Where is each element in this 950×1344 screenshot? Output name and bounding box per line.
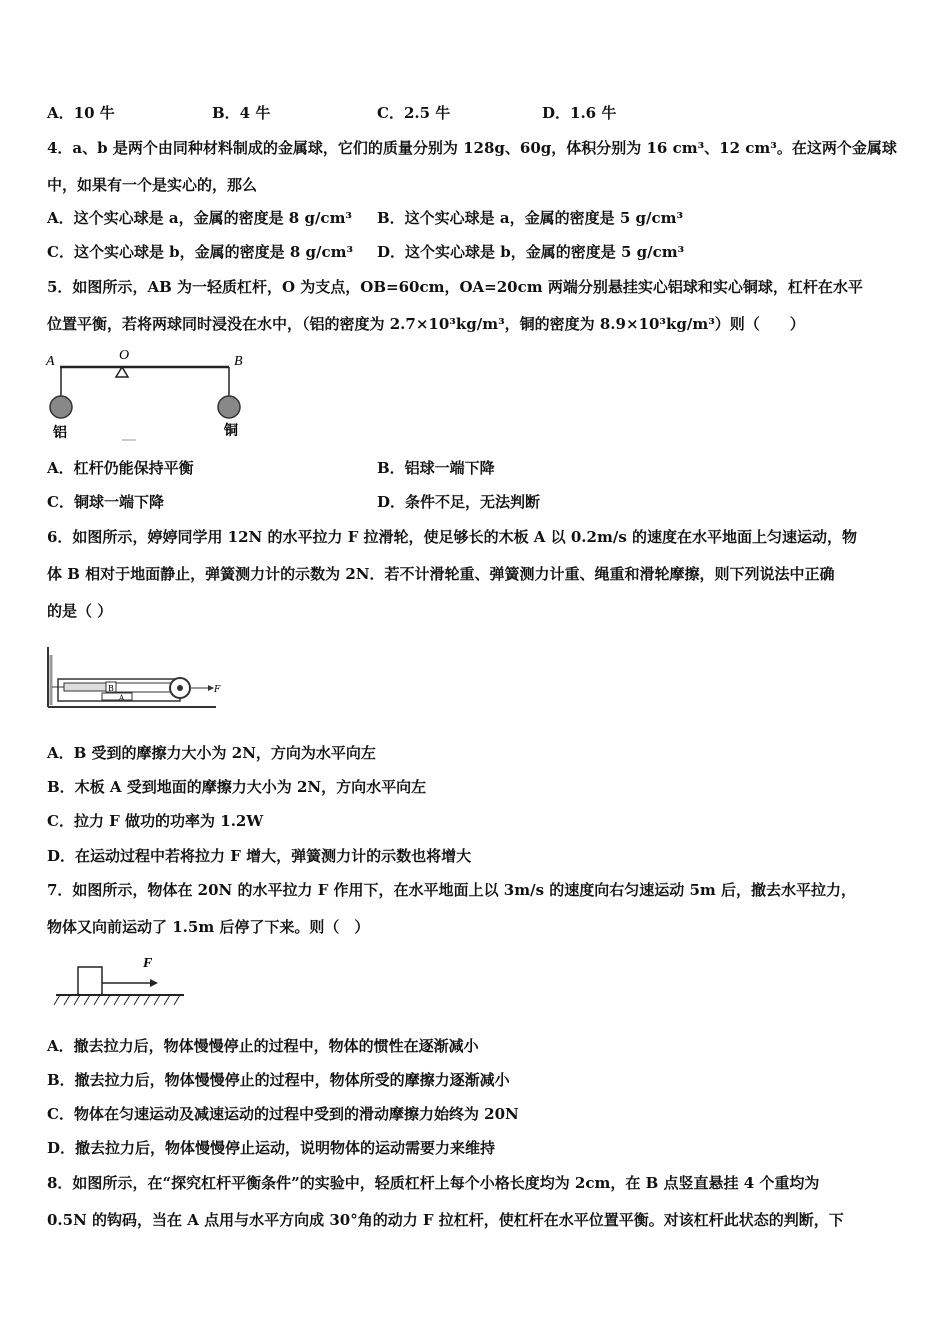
q5-stem-line-1: 5．如图所示，AB 为一轻质杠杆，O 为支点，OB=60cm，OA=20cm 两端分别悬挂实心铝球和实心铜球，杠杆在水平 <box>47 278 863 296</box>
block-b-label: B <box>108 684 114 693</box>
fulcrum-icon <box>116 367 128 377</box>
fulcrum-label-o: O <box>119 348 130 363</box>
lever-label-b: B <box>234 354 243 369</box>
q6-option-c: C．拉力 F 做功的功率为 1.2W <box>47 812 264 830</box>
q7-stem-line-2: 物体又向前运动了 1.5m 后停了下来。则（ ） <box>47 918 370 936</box>
q5-stem-line-2: 位置平衡，若将两球同时浸没在水中，（铝的密度为 2.7×10³kg/m³，铜的密度为 8.9×10³kg/m³）则（ ） <box>47 315 805 333</box>
q5-option-d: D．条件不足，无法判断 <box>377 493 541 511</box>
q5-option-b: B．铝球一端下降 <box>377 459 495 477</box>
block <box>78 967 102 995</box>
q3-option-c: C．2.5 牛 <box>377 104 451 122</box>
q6-option-d: D．在运动过程中若将拉力 F 增大，弹簧测力计的示数也将增大 <box>47 847 472 865</box>
copper-ball <box>218 396 240 418</box>
q8-stem-line-2: 0.5N 的钩码，当在 A 点用与水平方向成 30°角的动力 F 拉杠杆，使杠杆在水平位置平衡。对该杠杆此状态的判断，下 <box>47 1211 844 1229</box>
lever-figure <box>44 345 254 445</box>
q7-option-c: C．物体在匀速运动及减速运动的过程中受到的滑动摩擦力始终为 20N <box>47 1105 519 1123</box>
q6-stem-line-2: 体 B 相对于地面静止，弹簧测力计的示数为 2N．若不计滑轮重、弹簧测力计重、绳重和滑轮摩擦，则下列说法中正确 <box>47 565 835 583</box>
copper-ball-label: 铜 <box>224 423 238 439</box>
q7-option-b: B．撤去拉力后，物体慢慢停止的过程中，物体所受的摩擦力逐渐减小 <box>47 1071 510 1089</box>
q5-option-a: A．杠杆仍能保持平衡 <box>47 459 194 477</box>
q3-option-b: B．4 牛 <box>212 104 271 122</box>
force-arrow-icon <box>150 979 158 987</box>
q4-option-c: C．这个实心球是 b，金属的密度是 8 g/cm³ <box>47 243 354 261</box>
q4-stem-line-1: 4．a、b 是两个由同种材料制成的金属球，它们的质量分别为 128g、60g，体积分别为 16 cm³、12 cm³。在这两个金属球 <box>47 139 897 157</box>
aluminum-ball <box>50 396 72 418</box>
q3-option-d: D．1.6 牛 <box>542 104 617 122</box>
pulley-figure <box>44 645 224 717</box>
q7-stem-line-1: 7．如图所示，物体在 20N 的水平拉力 F 作用下，在水平地面上以 3m/s 的速度向右匀速运动 5m 后，撤去水平拉力， <box>47 881 856 899</box>
q6-stem-line-3: 的是（ ） <box>47 602 113 620</box>
lever-label-a: A <box>46 354 55 369</box>
q7-option-a: A．撤去拉力后，物体慢慢停止的过程中，物体的惯性在逐渐减小 <box>47 1037 479 1055</box>
q4-option-b: B．这个实心球是 a，金属的密度是 5 g/cm³ <box>377 209 684 227</box>
board-a-label: A <box>119 694 125 702</box>
force-label-f: F <box>214 685 221 695</box>
q6-option-b: B．木板 A 受到地面的摩擦力大小为 2N，方向水平向左 <box>47 778 427 796</box>
q7-option-d: D．撤去拉力后，物体慢慢停止运动，说明物体的运动需要力来维持 <box>47 1139 496 1157</box>
q4-option-d: D．这个实心球是 b，金属的密度是 5 g/cm³ <box>377 243 685 261</box>
q8-stem-line-1: 8．如图所示，在“探究杠杆平衡条件”的实验中，轻质杠杆上每个小格长度均为 2cm，在 B 点竖直悬挂 4 个重均为 <box>47 1174 820 1192</box>
aluminum-ball-label: 铝 <box>53 425 67 441</box>
q5-option-c: C．铜球一端下降 <box>47 493 164 511</box>
q4-stem-line-2: 中，如果有一个是实心的，那么 <box>47 176 258 194</box>
q6-option-a: A．B 受到的摩擦力大小为 2N，方向为水平向左 <box>47 744 376 762</box>
force-label-f: F <box>143 956 153 971</box>
block-force-figure <box>50 953 190 1013</box>
q3-option-a: A．10 牛 <box>47 104 115 122</box>
q4-option-a: A．这个实心球是 a，金属的密度是 8 g/cm³ <box>47 209 353 227</box>
q6-stem-line-1: 6．如图所示，婷婷同学用 12N 的水平拉力 F 拉滑轮，使足够长的木板 A 以 0.2m/s 的速度在水平地面上匀速运动，物 <box>47 528 857 546</box>
ground-hatching <box>54 995 180 1005</box>
